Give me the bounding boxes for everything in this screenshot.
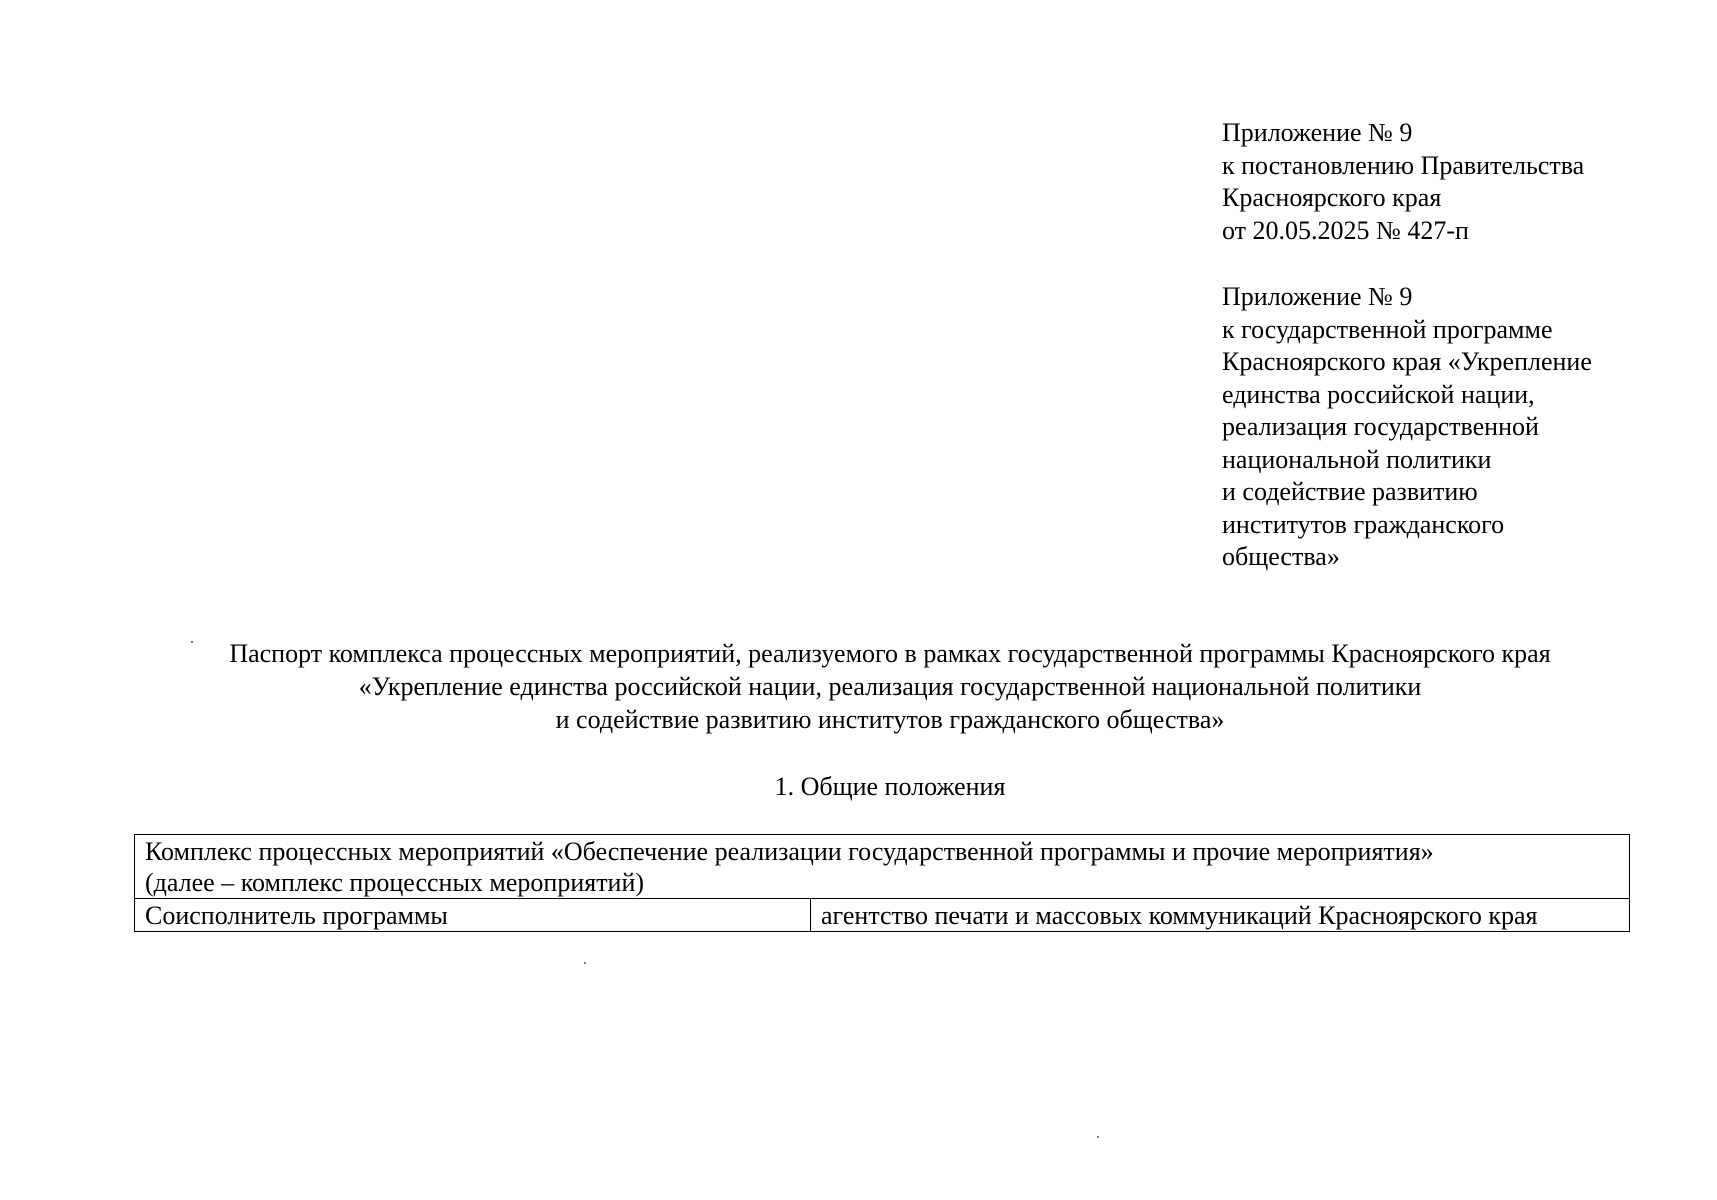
general-provisions-table [134, 834, 1630, 932]
annex-number: Приложение № 9 [1222, 118, 1413, 147]
table-row [135, 899, 1630, 932]
annex-resolution-header [1222, 117, 1692, 247]
title-line: «Укрепление единства российской нации, реализация государственной национальной политики [358, 672, 1422, 701]
complex-name-text: (далее – комплекс процессных мероприятий) [145, 868, 645, 897]
title-line: и содействие развитию институтов гражданского общества» [555, 705, 1225, 734]
annex-reference: Красноярского края «Укрепление [1222, 347, 1592, 376]
document-title [100, 637, 1680, 736]
table-row [135, 835, 1630, 899]
scan-speck [584, 962, 586, 964]
annex-reference: к государственной программе [1222, 314, 1553, 344]
annex-reference: к постановлению Правительства [1222, 150, 1585, 180]
annex-reference: реализация государственной [1222, 412, 1539, 441]
annex-reference: общества» [1222, 542, 1340, 571]
section-heading: 1. Общие положения [774, 772, 1006, 801]
annex-date: от 20.05.2025 № 427-п [1222, 215, 1469, 245]
co-executor-label: Соисполнитель программы [145, 901, 448, 930]
annex-reference: и содействие развитию [1222, 477, 1478, 506]
table-cell-label [135, 899, 811, 932]
table-cell-complex-name [135, 835, 1630, 899]
scan-speck [1097, 1136, 1099, 1138]
title-line: Паспорт комплекса процессных мероприятий, реализуемого в рамках государственной программы Красноярского края [229, 639, 1551, 668]
annex-reference: Красноярского края [1222, 183, 1442, 212]
co-executor-value: агентство печати и массовых коммуникаций Красноярского края [821, 901, 1538, 930]
table-cell-value [811, 899, 1630, 932]
annex-program-header [1222, 281, 1692, 574]
annex-reference: институтов гражданского [1222, 509, 1505, 539]
complex-name-text: Комплекс процессных мероприятий «Обеспечение реализации государственной программы и прочие мероприятия» [145, 837, 1434, 866]
annex-reference: единства российской нации, [1222, 379, 1535, 409]
annex-number: Приложение № 9 [1222, 282, 1413, 311]
annex-reference: национальной политики [1222, 444, 1492, 474]
scan-speck [191, 641, 193, 643]
